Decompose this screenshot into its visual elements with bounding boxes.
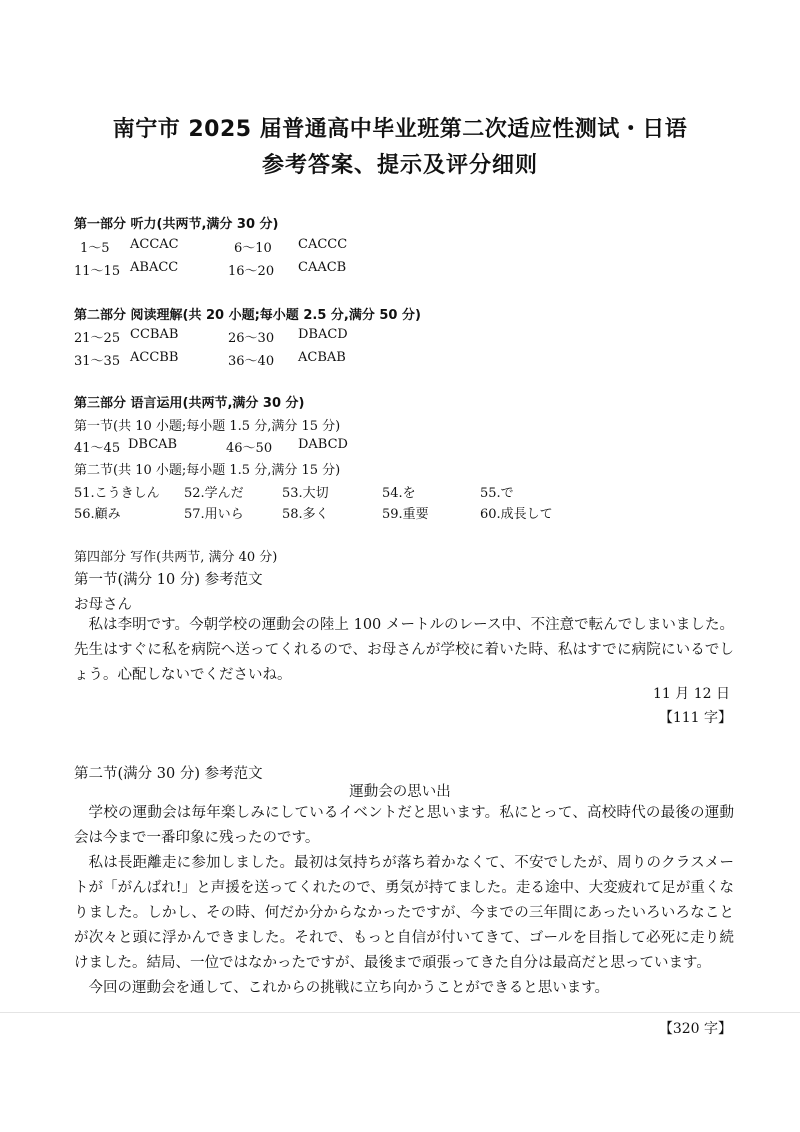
fill-answer: 54.を (382, 486, 416, 501)
fill-answer: 59.重要 (382, 507, 429, 522)
essay-paragraph-2: 私は長距離走に参加しました。最初は気持ちが落ち着かなくて、不安でしたが、周りのクラスメートが「がんばれ!」と声援を送ってくれたので、勇気が持てました。走る途中、大変疲れて足が重くなりました。しかし、その時、何だか分からなかったですが、今までの三年間にあったいろいろなことが次々と頭に浮かんできました。それで、もっと自信が付いてきて、ゴールを目指して必死に走り続けました。結局、一位ではなかったですが、最後まで頑張ってきた自分は最高だと思っています。 (74, 855, 734, 971)
range-label: 46～50 (226, 441, 273, 456)
range-label: 36～40 (228, 354, 275, 369)
part4-section2-label: 第二节(满分 30 分) 参考范文 (74, 766, 263, 782)
answer-string: CACCC (298, 237, 348, 252)
range-label: 11～15 (74, 264, 121, 279)
part3-section2-label: 第二节(共 10 小题;每小题 1.5 分,满分 15 分) (74, 463, 341, 478)
range-label: 16～20 (228, 264, 275, 279)
part3-section1-label: 第一节(共 10 小题;每小题 1.5 分,满分 15 分) (74, 419, 341, 434)
answer-string: DABCD (298, 437, 348, 452)
answer-string: ACCBB (130, 350, 179, 365)
fill-answer: 57.用いら (184, 507, 244, 522)
range-label: 31～35 (74, 354, 121, 369)
answer-string: CAACB (298, 260, 347, 275)
document-subtitle: 参考答案、提示及评分细则 (261, 153, 538, 178)
range-label: 41～45 (74, 441, 121, 456)
range-label: 1～5 (80, 241, 110, 256)
fill-answer: 53.大切 (282, 486, 329, 501)
document-title: 南宁市 2025 届普通高中毕业班第二次适应性测试・日语 (112, 117, 688, 142)
range-label: 26～30 (228, 331, 275, 346)
answer-string: DBCAB (128, 437, 178, 452)
range-label: 6～10 (234, 241, 272, 256)
essay-paragraph-3: 今回の運動会を通して、これからの挑戦に立ち向かうことができると思います。 (88, 980, 610, 996)
essay-paragraph-1: 学校の運動会は毎年楽しみにしているイベントだと思います。私にとって、高校時代の最後の運動会は今まで一番印象に残ったのです。 (74, 805, 734, 846)
fill-answer: 52.学んだ (184, 486, 244, 501)
part1-heading: 第一部分 听力(共两节,满分 30 分) (74, 217, 279, 232)
fill-answer: 55.で (480, 486, 514, 501)
word-count-320: 【320 字】 (658, 1021, 732, 1037)
answer-string: ACBAB (298, 350, 346, 365)
essay-title: 運動会の思い出 (349, 784, 451, 800)
part4-section1-label: 第一节(满分 10 分) 参考范文 (74, 572, 263, 588)
fill-answer: 58.多く (282, 507, 329, 522)
letter-greeting: お母さん (74, 597, 132, 613)
fill-answer: 60.成長して (480, 507, 553, 522)
fill-answer: 51.こうきしん (74, 486, 160, 501)
essay-body (74, 801, 734, 1001)
page-divider (0, 1012, 800, 1013)
answer-string: ABACC (130, 260, 179, 275)
answer-string: CCBAB (130, 327, 179, 342)
part4-heading: 第四部分 写作(共两节, 满分 40 分) (74, 550, 278, 565)
part2-heading: 第二部分 阅读理解(共 20 小题;每小题 2.5 分,满分 50 分) (74, 308, 421, 323)
letter-date: 11 月 12 日 (653, 686, 730, 702)
word-count-111: 【111 字】 (658, 710, 732, 726)
answer-string: ACCAC (130, 237, 179, 252)
part3-heading: 第三部分 语言运用(共两节,满分 30 分) (74, 396, 305, 411)
range-label: 21～25 (74, 331, 121, 346)
letter-body (74, 613, 734, 688)
fill-answer: 56.顧み (74, 507, 121, 522)
letter-paragraph: 私は李明です。今朝学校の運動会の陸上 100 メートルのレース中、不注意で転んでしまいました。先生はすぐに私を病院へ送ってくれるので、お母さんが学校に着いた時、私はすでに病院にいるでしょう。心配しないでくださいね。 (74, 617, 734, 683)
answer-string: DBACD (298, 327, 348, 342)
